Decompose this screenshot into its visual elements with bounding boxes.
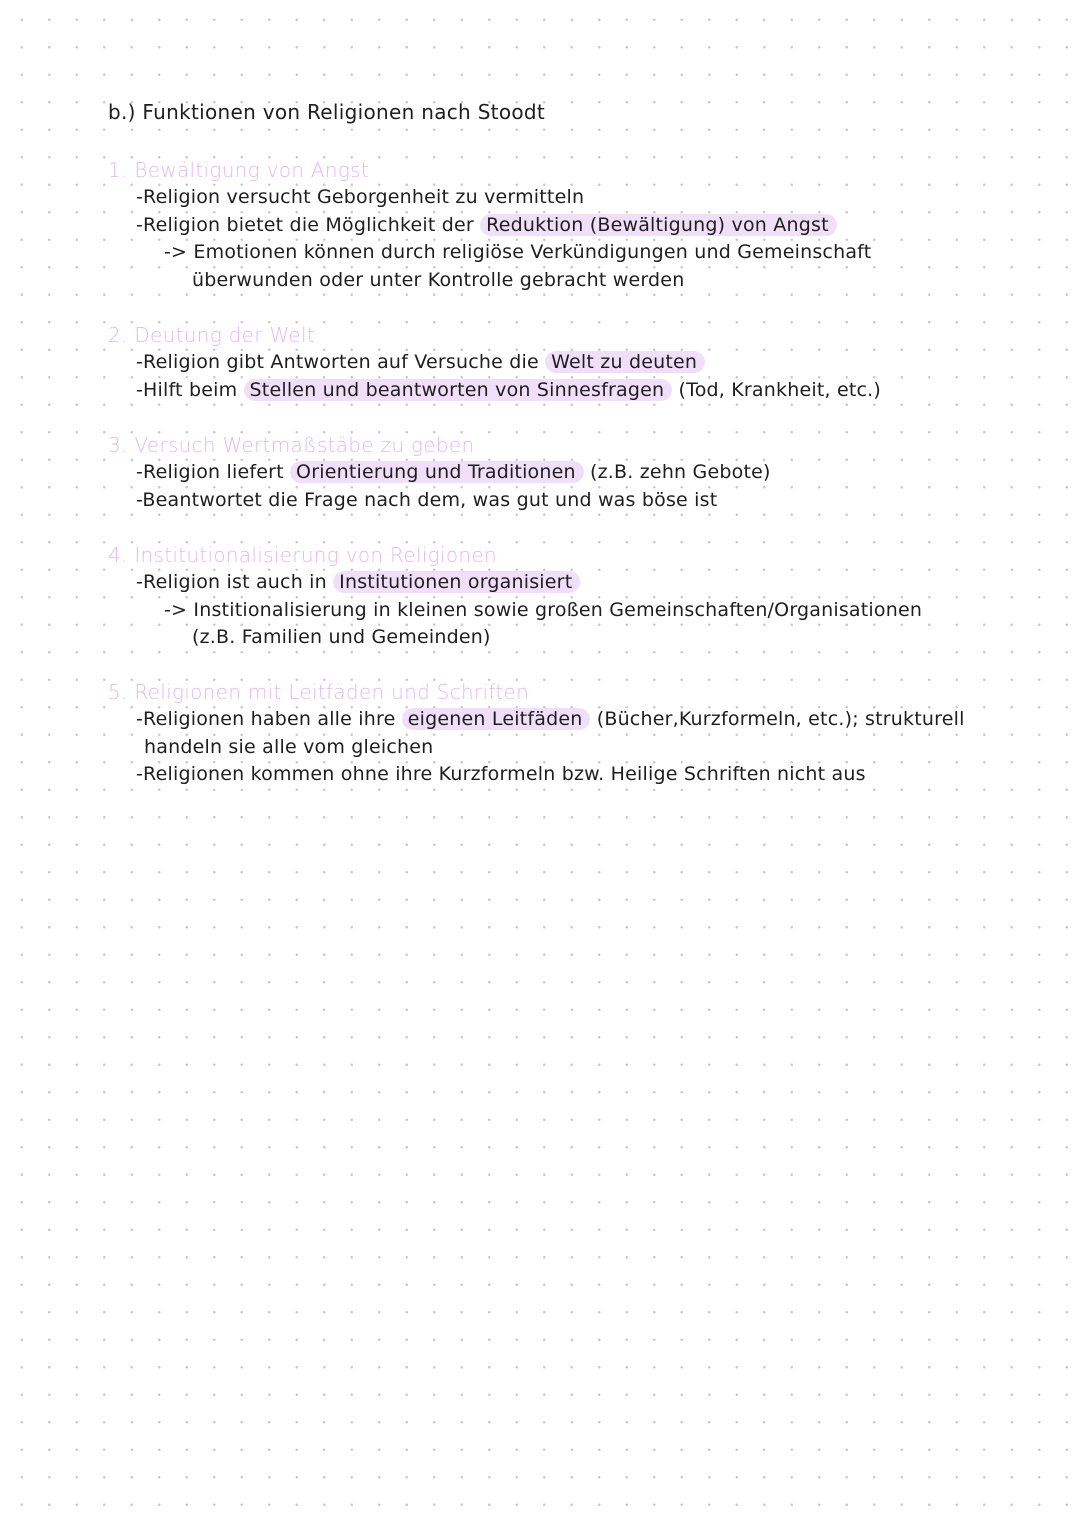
bullet-line: -Religion versucht Geborgenheit zu vermitteln [136,186,585,208]
bullet-line: -Religionen kommen ohne ihre Kurzformeln bzw. Heilige Schriften nicht aus [136,763,866,785]
highlight: Stellen und beantworten von Sinnesfragen [244,379,673,401]
text-segment: (z.B. zehn Gebote) [590,461,771,483]
text-segment: -Religion bietet die Möglichkeit der [136,213,474,236]
highlight: Orientierung und Traditionen [290,461,584,483]
arrow-line: -> Emotionen können durch religiöse Verkündigungen und Gemeinschaft [164,241,872,263]
text-segment: -Religion liefert [136,461,284,483]
bullet-line [108,212,1008,240]
continuation-line: handeln sie alle vom gleichen [144,735,434,758]
section-4 [108,542,1008,652]
text-segment: (Bücher,Kurzformeln, etc.); strukturell [596,708,965,730]
bullet-line [108,569,1008,597]
continuation-line: (z.B. Familien und Gemeinden) [192,626,491,648]
bullet-line [108,459,1008,487]
highlight: Institutionen organisiert [333,571,580,593]
highlight: Reduktion (Bewältigung) von Angst [480,214,837,236]
section-2 [108,322,1008,404]
section-heading: 4. Institutionalisierung von Religionen [108,543,497,567]
highlight: Welt zu deuten [545,351,705,373]
arrow-line: -> Institionalisierung in kleinen sowie großen Gemeinschaften/Organisationen [164,598,923,621]
text-segment: -Religion ist auch in [136,571,327,593]
text-segment: -Religionen haben alle ihre [136,708,396,730]
text-segment: (Tod, Krankheit, etc.) [678,378,881,401]
bullet-line [108,706,1008,734]
section-heading: 3. Versuch Wertmaßstäbe zu geben [108,433,475,457]
section-heading: 2. Deutung der Welt [108,323,315,347]
section-heading: 1. Bewältigung von Angst [108,158,370,182]
bullet-line [108,349,1008,377]
continuation-line: überwunden oder unter Kontrolle gebracht werden [192,268,685,291]
section-1 [108,157,1008,294]
section-5 [108,679,1008,789]
section-3 [108,432,1008,514]
bullet-line: -Beantwortet die Frage nach dem, was gut und was böse ist [136,488,718,511]
bullet-line [108,377,1008,405]
page-title: b.) Funktionen von Religionen nach Stoodt [108,100,546,124]
section-heading: 5. Religionen mit Leitfäden und Schriften [108,680,530,704]
text-segment: -Religion gibt Antworten auf Versuche die [136,351,539,373]
text-segment: -Hilft beim [136,378,238,401]
highlight: eigenen Leitfäden [402,708,591,730]
